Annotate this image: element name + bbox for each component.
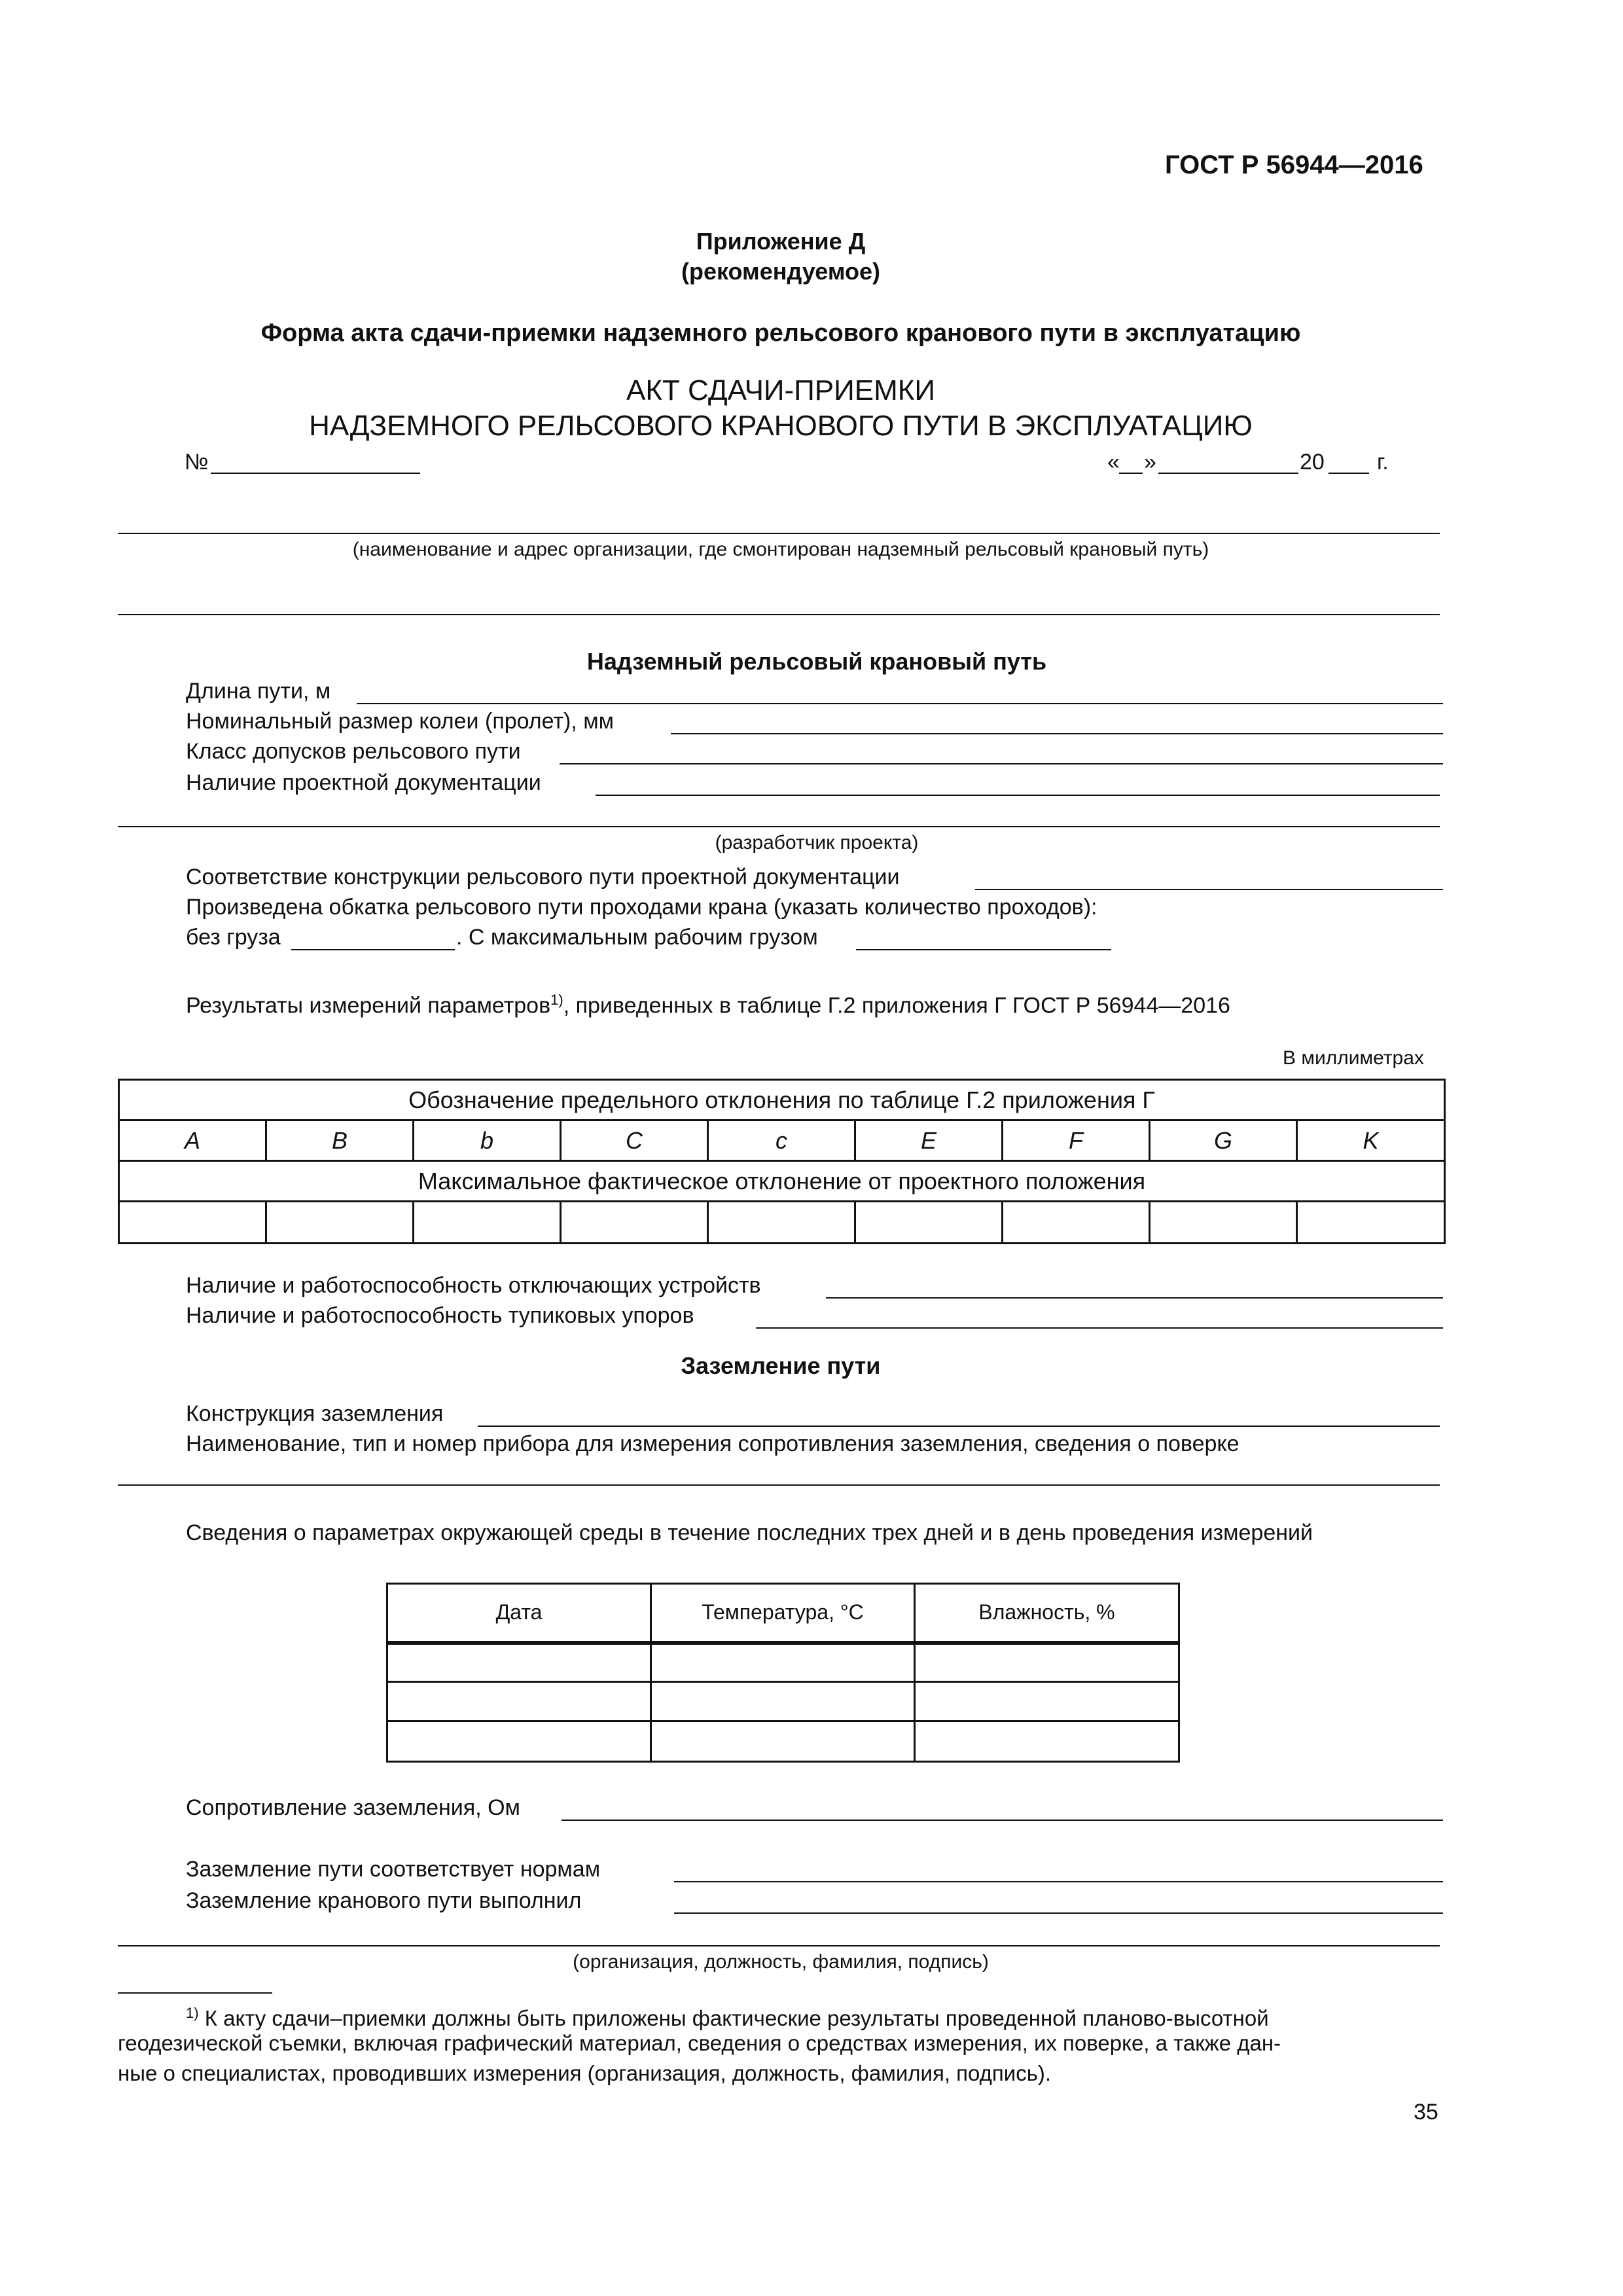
col-E: E xyxy=(855,1121,1003,1161)
org-caption: (наименование и адрес организации, где смонтирован надземный рельсовый крановый путь) xyxy=(352,539,1209,560)
performed-by-field[interactable] xyxy=(674,1912,1443,1914)
value-cell-C[interactable] xyxy=(561,1202,708,1244)
env-row xyxy=(387,1682,1179,1721)
year-suffix: г. xyxy=(1377,450,1389,475)
track-gauge-field[interactable] xyxy=(671,733,1443,734)
col-c: c xyxy=(708,1121,855,1161)
conformity-label: Соответствие конструкции рельсового пути проектной документации xyxy=(186,865,900,889)
environment-table xyxy=(386,1583,1180,1763)
deviation-columns-row xyxy=(119,1121,1445,1161)
stops-label: Наличие и работоспособность тупиковых упоров xyxy=(186,1303,694,1328)
project-docs-field[interactable] xyxy=(596,795,1440,796)
no-load-label: без груза xyxy=(186,925,281,950)
env-row xyxy=(387,1721,1179,1762)
measurements-intro-tail: , приведенных в таблице Г.2 приложения Г ГОСТ Р 56944—2016 xyxy=(563,993,1230,1018)
footnote-mark: 1) xyxy=(186,2005,199,2021)
grounding-construction-field[interactable] xyxy=(478,1426,1440,1427)
tolerance-class-label: Класс допусков рельсового пути xyxy=(186,739,521,764)
env-date-cell[interactable] xyxy=(387,1721,651,1762)
conforms-label: Заземление пути соответствует нормам xyxy=(186,1857,601,1882)
env-temperature-cell[interactable] xyxy=(651,1682,915,1721)
act-number-field[interactable] xyxy=(211,473,420,474)
date-close-quote: » xyxy=(1144,450,1156,475)
env-date-cell[interactable] xyxy=(387,1643,651,1682)
measurements-intro xyxy=(186,987,1230,1018)
resistance-field[interactable] xyxy=(562,1820,1443,1821)
grounding-construction-label: Конструкция заземления xyxy=(186,1401,444,1426)
resistance-label: Сопротивление заземления, Ом xyxy=(186,1795,520,1820)
value-cell-E[interactable] xyxy=(855,1202,1003,1244)
col-K: K xyxy=(1297,1121,1445,1161)
switches-field[interactable] xyxy=(826,1297,1443,1299)
developer-caption: (разработчик проекта) xyxy=(715,832,919,853)
deviation-table-header: Обозначение предельного отклонения по таблице Г.2 приложения Г xyxy=(119,1080,1445,1121)
value-cell-K[interactable] xyxy=(1297,1202,1445,1244)
date-month-field[interactable] xyxy=(1158,473,1298,474)
track-gauge-label: Номинальный размер колеи (пролет), мм xyxy=(186,709,614,734)
value-cell-B[interactable] xyxy=(266,1202,414,1244)
form-title: Форма акта сдачи-приемки надземного рельсового кранового пути в эксплуатацию xyxy=(260,319,1301,347)
switches-label: Наличие и работоспособность отключающих устройств xyxy=(186,1273,761,1298)
deviation-table xyxy=(118,1079,1446,1244)
project-docs-label: Наличие проектной документации xyxy=(186,770,541,795)
conforms-field[interactable] xyxy=(674,1881,1443,1882)
signature-field[interactable] xyxy=(118,1945,1440,1946)
act-title-line1: АКТ СДАЧИ-ПРИЕМКИ xyxy=(626,374,936,406)
footnote-line1 xyxy=(186,2000,1269,2032)
grounding-heading: Заземление пути xyxy=(681,1352,881,1379)
instrument-field[interactable] xyxy=(118,1484,1440,1486)
date-day-field[interactable] xyxy=(1119,473,1143,474)
units-label: В миллиметрах xyxy=(1283,1047,1424,1069)
env-row xyxy=(387,1643,1179,1682)
env-date-cell[interactable] xyxy=(387,1682,651,1721)
deviation-values-row xyxy=(119,1202,1445,1244)
page-number: 35 xyxy=(1414,2100,1438,2125)
track-length-label: Длина пути, м xyxy=(186,679,331,704)
env-humidity-cell[interactable] xyxy=(915,1643,1179,1682)
org-address-field[interactable] xyxy=(118,614,1440,615)
col-b: b xyxy=(414,1121,561,1161)
value-cell-b[interactable] xyxy=(414,1202,561,1244)
appendix-status: (рекомендуемое) xyxy=(681,258,880,285)
standard-number: ГОСТ Р 56944—2016 xyxy=(1165,151,1423,179)
env-temperature-cell[interactable] xyxy=(651,1643,915,1682)
footnote-line2: геодезической съемки, включая графический материал, сведения о средствах измерения, их поверке, а также дан- xyxy=(118,2031,1281,2055)
env-humidity-cell[interactable] xyxy=(915,1682,1179,1721)
col-A: A xyxy=(119,1121,266,1161)
env-col-temperature: Температура, °С xyxy=(651,1584,915,1643)
footnote-ref[interactable]: 1) xyxy=(550,992,563,1008)
col-F: F xyxy=(1003,1121,1150,1161)
track-length-field[interactable] xyxy=(357,703,1443,704)
value-cell-F[interactable] xyxy=(1003,1202,1150,1244)
act-title-line2: НАДЗЕМНОГО РЕЛЬСОВОГО КРАНОВОГО ПУТИ В ЭКСПЛУАТАЦИЮ xyxy=(309,410,1253,442)
env-col-humidity: Влажность, % xyxy=(915,1584,1179,1643)
col-C: C xyxy=(561,1121,708,1161)
running-in-label: Произведена обкатка рельсового пути проходами крана (указать количество проходов): xyxy=(186,895,1097,920)
environment-intro: Сведения о параметрах окружающей среды в течение последних трех дней и в день проведения измерений xyxy=(186,1520,1313,1545)
org-name-field[interactable] xyxy=(118,533,1440,534)
measurements-intro-text: Результаты измерений параметров xyxy=(186,993,551,1018)
env-col-date: Дата xyxy=(387,1584,651,1643)
date-year-field[interactable] xyxy=(1329,473,1369,474)
performed-by-label: Заземление кранового пути выполнил xyxy=(186,1888,582,1913)
footnote-separator xyxy=(118,1992,272,1994)
signature-caption: (организация, должность, фамилия, подпись) xyxy=(573,1951,989,1973)
col-G: G xyxy=(1150,1121,1297,1161)
act-number-label: № xyxy=(185,450,209,475)
stops-field[interactable] xyxy=(756,1327,1443,1329)
value-cell-c[interactable] xyxy=(708,1202,855,1244)
year-prefix: 20 xyxy=(1300,450,1325,475)
footnote-line3: ные о специалистах, проводивших измерения (организация, должность, фамилия, подпись). xyxy=(118,2061,1052,2085)
max-load-label: . С максимальным рабочим грузом xyxy=(456,925,818,950)
conformity-field[interactable] xyxy=(975,889,1443,890)
no-load-field[interactable] xyxy=(291,949,455,950)
footnote-text-1: К акту сдачи–приемки должны быть приложены фактические результаты проведенной планово-высотной xyxy=(198,2006,1269,2030)
value-cell-A[interactable] xyxy=(119,1202,266,1244)
deviation-table-subheader: Максимальное фактическое отклонение от проектного положения xyxy=(119,1161,1445,1202)
tolerance-class-field[interactable] xyxy=(560,763,1443,764)
env-temperature-cell[interactable] xyxy=(651,1721,915,1762)
max-load-field[interactable] xyxy=(856,949,1111,950)
value-cell-G[interactable] xyxy=(1150,1202,1297,1244)
col-B: B xyxy=(266,1121,414,1161)
instrument-label: Наименование, тип и номер прибора для измерения сопротивления заземления, сведения о поверке xyxy=(186,1431,1240,1456)
developer-field[interactable] xyxy=(118,826,1440,827)
date-open-quote: « xyxy=(1107,450,1120,475)
track-heading: Надземный рельсовый крановый путь xyxy=(586,648,1047,675)
env-humidity-cell[interactable] xyxy=(915,1721,1179,1762)
appendix-title: Приложение Д xyxy=(696,228,866,255)
